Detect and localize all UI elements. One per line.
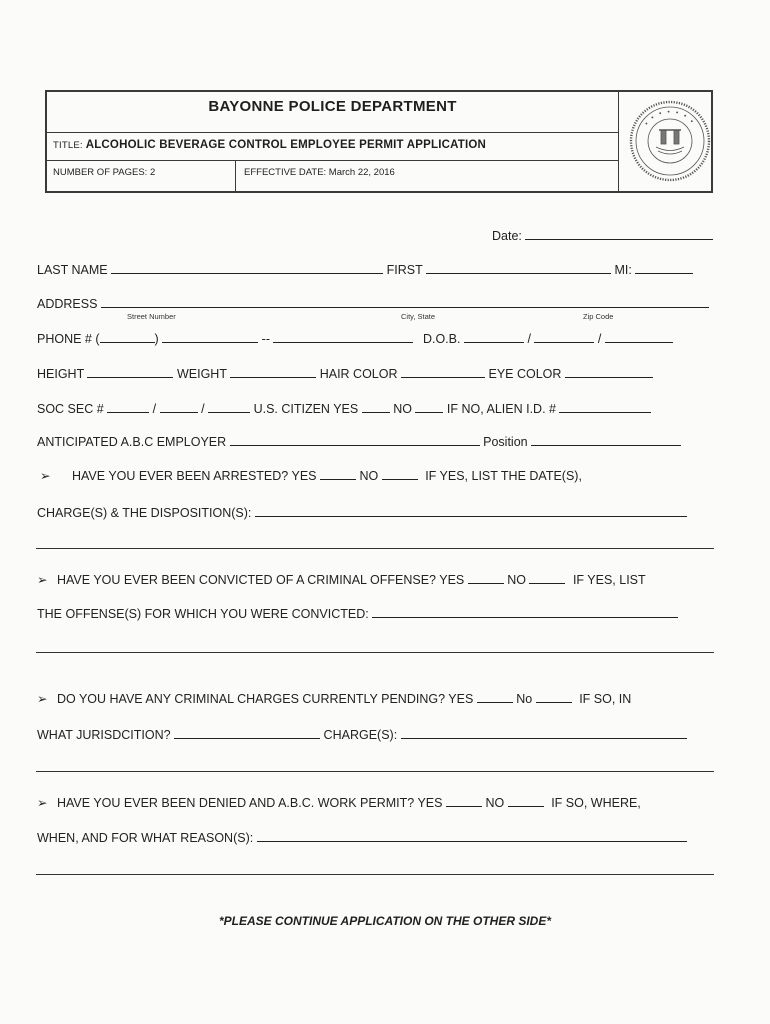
ssn-row xyxy=(37,401,651,416)
convicted-details-field[interactable] xyxy=(372,606,678,618)
arrested-details-field[interactable] xyxy=(255,505,687,517)
weight-label: WEIGHT xyxy=(176,367,227,381)
convicted-no-label: NO xyxy=(507,573,526,587)
bullet-arrow-icon: ➢ xyxy=(37,573,48,587)
header-divider xyxy=(47,160,618,161)
position-field[interactable] xyxy=(531,434,681,446)
height-field[interactable] xyxy=(87,366,173,378)
date-row xyxy=(492,228,713,243)
anticipated-employer-label: ANTICIPATED A.B.C EMPLOYER xyxy=(37,435,227,449)
number-of-pages: NUMBER OF PAGES: 2 xyxy=(53,167,156,178)
title-value: ALCOHOLIC BEVERAGE CONTROL EMPLOYEE PERMIT APPLICATION xyxy=(85,139,487,151)
weight-field[interactable] xyxy=(230,366,316,378)
arrested-details-row xyxy=(37,505,687,520)
us-citizen-no-label: NO xyxy=(393,402,412,416)
denied-continuation-line[interactable] xyxy=(36,874,714,875)
physical-row xyxy=(37,366,653,381)
city-state-caption: City, State xyxy=(401,312,436,321)
address-row xyxy=(37,296,709,311)
bullet-arrow-icon: ➢ xyxy=(37,692,48,706)
pending-details-row xyxy=(37,727,687,742)
phone-dash: -- xyxy=(261,332,270,346)
convicted-details-row xyxy=(37,606,678,621)
denied-no-field[interactable] xyxy=(508,795,544,807)
pending-question-text: DO YOU HAVE ANY CRIMINAL CHARGES CURRENTLY PENDING? YES xyxy=(56,692,474,706)
last-name-field[interactable] xyxy=(111,262,383,274)
form-title xyxy=(53,139,486,151)
dob-slash: / xyxy=(597,332,602,346)
dob-month-field[interactable] xyxy=(464,331,524,343)
name-row xyxy=(37,262,693,277)
us-citizen-yes-field[interactable] xyxy=(362,401,390,413)
arrested-if-yes: IF YES, LIST THE DATE(S), xyxy=(425,469,582,483)
arrested-question-text: HAVE YOU EVER BEEN ARRESTED? YES xyxy=(71,469,317,483)
convicted-question-text: HAVE YOU EVER BEEN CONVICTED OF A CRIMINAL OFFENSE? YES xyxy=(56,573,465,587)
convicted-if-yes: IF YES, LIST xyxy=(572,573,646,587)
charges-field[interactable] xyxy=(401,727,687,739)
mi-label: MI: xyxy=(614,263,632,277)
dob-year-field[interactable] xyxy=(605,331,673,343)
mi-field[interactable] xyxy=(635,262,693,274)
us-citizen-no-field[interactable] xyxy=(415,401,443,413)
eye-color-label: EYE COLOR xyxy=(488,367,562,381)
last-name-label: LAST NAME xyxy=(37,263,108,277)
question-arrested xyxy=(40,468,582,483)
charges-label: CHARGE(S): xyxy=(323,728,398,742)
convicted-yes-field[interactable] xyxy=(468,572,504,584)
date-field[interactable] xyxy=(525,228,713,240)
header-vertical-divider xyxy=(235,160,236,191)
header-main xyxy=(47,92,619,191)
height-label: HEIGHT xyxy=(37,367,84,381)
ssn-slash: / xyxy=(201,402,205,416)
address-label: ADDRESS xyxy=(37,297,98,311)
dob-slash: / xyxy=(527,332,531,346)
phone-prefix-field[interactable] xyxy=(162,331,258,343)
denied-details-row xyxy=(37,830,687,845)
question-pending xyxy=(37,691,631,706)
denied-question-text: HAVE YOU EVER BEEN DENIED AND A.B.C. WORK PERMIT? YES xyxy=(56,796,443,810)
phone-close-paren: ) xyxy=(154,332,159,346)
date-label: Date: xyxy=(492,229,522,243)
header-divider xyxy=(47,132,618,133)
continue-note: *PLEASE CONTINUE APPLICATION ON THE OTHER SIDE* xyxy=(218,914,552,928)
area-code-field[interactable] xyxy=(100,331,155,343)
pending-yes-field[interactable] xyxy=(477,691,513,703)
pending-if-so: IF SO, IN xyxy=(579,692,632,706)
phone-number-field[interactable] xyxy=(273,331,413,343)
effective-date: EFFECTIVE DATE: March 22, 2016 xyxy=(244,167,395,178)
denied-details-field[interactable] xyxy=(257,830,687,842)
arrested-details-label: CHARGE(S) & THE DISPOSITION(S): xyxy=(37,506,252,520)
alien-id-field[interactable] xyxy=(559,401,651,413)
arrested-no-field[interactable] xyxy=(382,468,418,480)
jurisdiction-label: WHAT JURISDCITION? xyxy=(37,728,171,742)
phone-label: PHONE # ( xyxy=(37,332,100,346)
position-label: Position xyxy=(483,435,528,449)
department-title: BAYONNE POLICE DEPARTMENT xyxy=(208,98,457,115)
bullet-arrow-icon: ➢ xyxy=(40,469,51,483)
us-citizen-label: U.S. CITIZEN YES xyxy=(253,402,359,416)
pending-no-field[interactable] xyxy=(536,691,572,703)
denied-if-so: IF SO, WHERE, xyxy=(551,796,641,810)
hair-color-field[interactable] xyxy=(401,366,485,378)
header-box xyxy=(45,90,713,193)
street-number-caption: Street Number xyxy=(127,312,176,321)
address-field[interactable] xyxy=(101,296,709,308)
dob-label: D.O.B. xyxy=(422,332,461,346)
arrested-no-label: NO xyxy=(359,469,379,483)
ssn-part3-field[interactable] xyxy=(208,401,250,413)
convicted-continuation-line[interactable] xyxy=(36,652,714,653)
employer-field[interactable] xyxy=(230,434,480,446)
ssn-part2-field[interactable] xyxy=(160,401,198,413)
arrested-yes-field[interactable] xyxy=(320,468,356,480)
hair-color-label: HAIR COLOR xyxy=(319,367,398,381)
ssn-slash: / xyxy=(152,402,157,416)
eye-color-field[interactable] xyxy=(565,366,653,378)
phone-dob-row xyxy=(37,331,673,346)
dob-day-field[interactable] xyxy=(534,331,594,343)
denied-yes-field[interactable] xyxy=(446,795,482,807)
question-denied xyxy=(37,795,641,810)
soc-sec-label: SOC SEC # xyxy=(37,402,104,416)
question-convicted xyxy=(37,572,646,587)
bullet-arrow-icon: ➢ xyxy=(37,796,48,810)
city-seal-icon xyxy=(629,100,711,182)
employer-row xyxy=(37,434,681,449)
alien-id-label: IF NO, ALIEN I.D. # xyxy=(446,402,556,416)
ssn-part1-field[interactable] xyxy=(107,401,149,413)
first-name-label: FIRST xyxy=(386,263,423,277)
convicted-details-label: THE OFFENSE(S) FOR WHICH YOU WERE CONVICTED: xyxy=(37,607,369,621)
pending-no-label: No xyxy=(516,692,533,706)
first-name-field[interactable] xyxy=(426,262,611,274)
denied-no-label: NO xyxy=(485,796,505,810)
arrested-continuation-line[interactable] xyxy=(36,548,714,549)
denied-details-label: WHEN, AND FOR WHAT REASON(S): xyxy=(37,831,254,845)
jurisdiction-field[interactable] xyxy=(174,727,320,739)
title-label: TITLE: xyxy=(53,140,83,151)
pending-continuation-line[interactable] xyxy=(36,771,714,772)
zip-code-caption: Zip Code xyxy=(583,312,614,321)
svg-text:• • • • • • •: • • • • • • • xyxy=(642,107,697,128)
convicted-no-field[interactable] xyxy=(529,572,565,584)
